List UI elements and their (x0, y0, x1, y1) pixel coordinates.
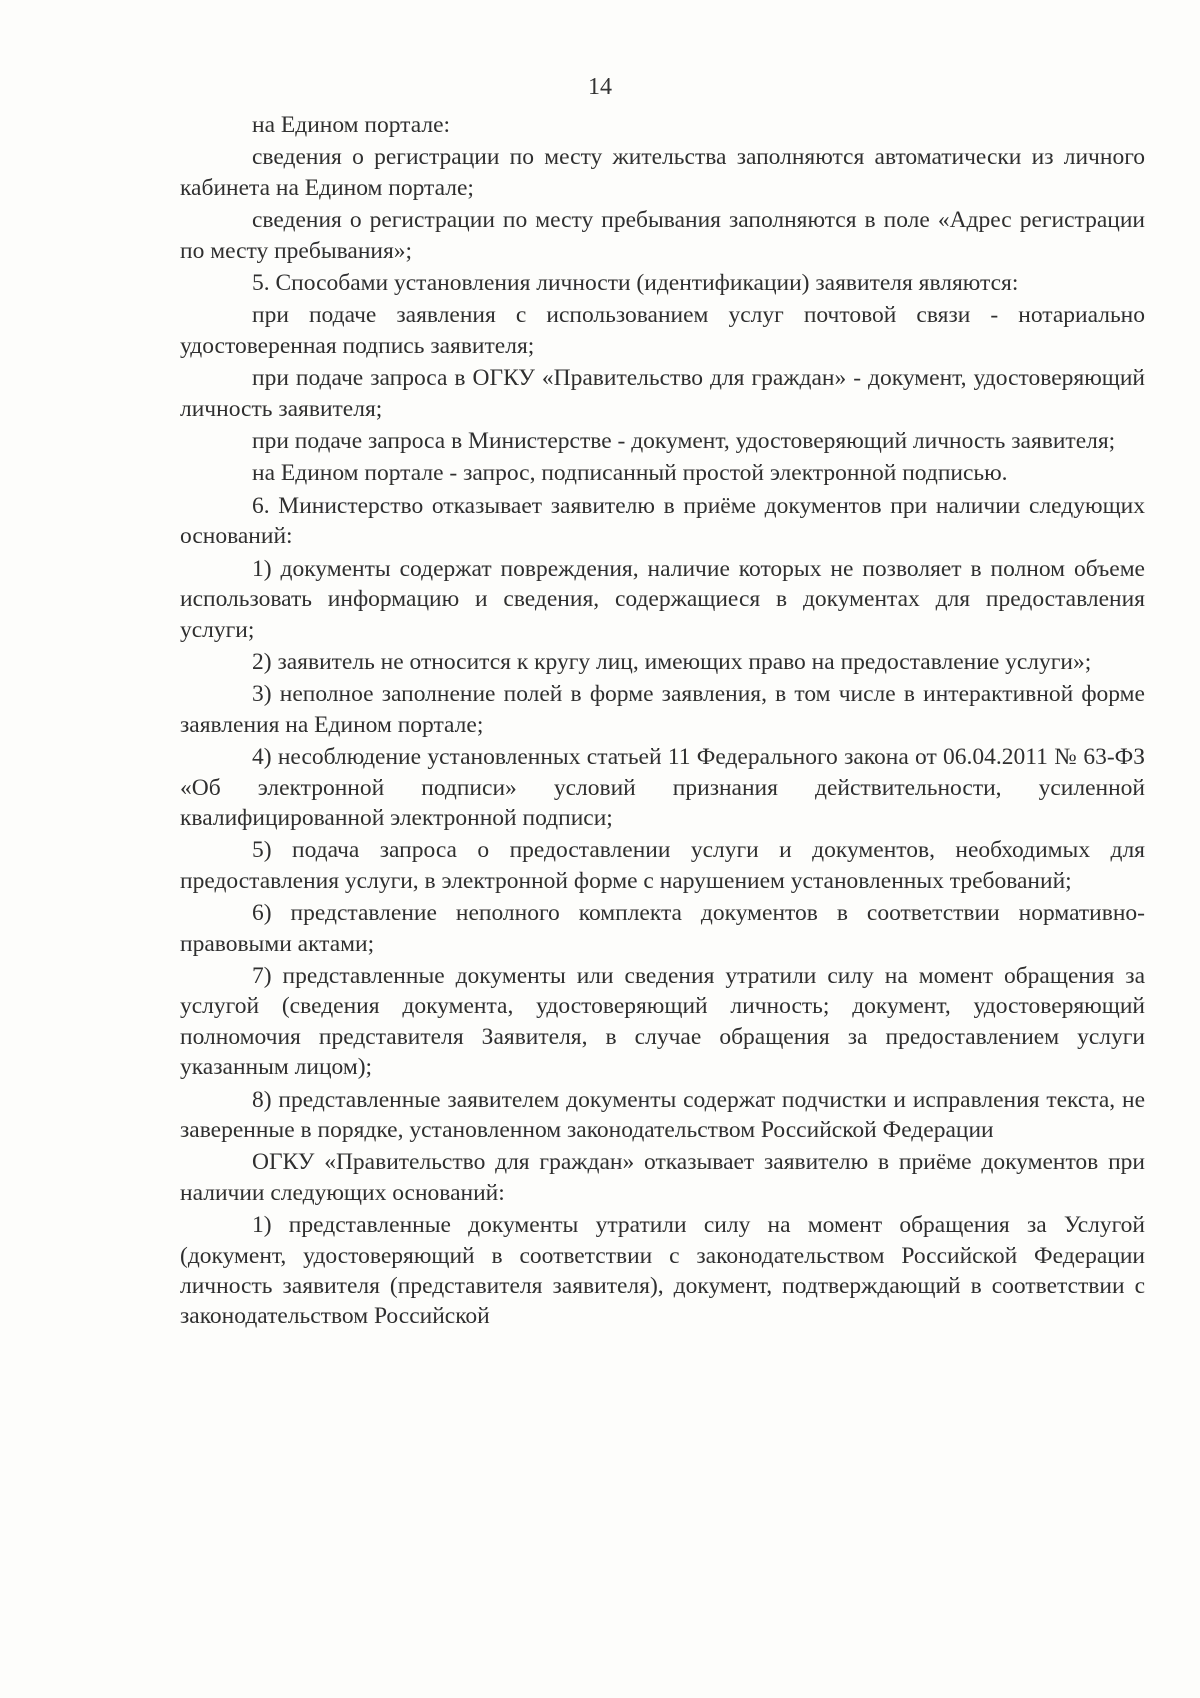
paragraph: на Едином портале - запрос, подписанный простой электронной подписью. (252, 460, 1008, 487)
paragraph: 8) представленные заявителем документы содержат подчистки и исправления текста, не заверенные в порядке, установленном законодательством Российской Федерации (180, 1086, 1145, 1143)
paragraph: ОГКУ «Правительство для граждан» отказывает заявителю в приёме документов при наличии следующих оснований: (180, 1149, 1145, 1206)
paragraph: сведения о регистрации по месту жительства заполняются автоматически из личного кабинета на Едином портале; (180, 144, 1145, 201)
paragraph: 6. Министерство отказывает заявителю в приёме документов при наличии следующих оснований: (180, 492, 1145, 550)
paragraph: 1) документы содержат повреждения, наличие которых не позволяет в полном объеме использовать информацию и сведения, содержащиеся в документах для предоставления услуги; (180, 555, 1145, 643)
paragraph: 1) представленные документы утратили силу на момент обращения за Услугой (документ, удостоверяющий в соответствии с законодательством Российской Федерации личность заявителя (представителя заявителя), документ, подтверждающий в соответствии с законодательством Российской (180, 1212, 1145, 1330)
paragraph: 2) заявитель не относится к кругу лиц, имеющих право на предоставление услуги»; (252, 648, 1092, 675)
paragraph: при подаче запроса в Министерстве - документ, удостоверяющий личность заявителя; (252, 428, 1116, 455)
paragraph: сведения о регистрации по месту пребывания заполняются в поле «Адрес регистрации по месту пребывания»; (180, 207, 1145, 264)
paragraph: 5) подача запроса о предоставлении услуги и документов, необходимых для предоставления услуги, в электронной форме с нарушением установленных требований; (180, 837, 1145, 894)
paragraph: 6) представление неполного комплекта документов в соответствии нормативно-правовыми актами; (180, 900, 1145, 957)
paragraph: 7) представленные документы или сведения утратили силу на момент обращения за услугой (сведения документа, удостоверяющий личность; документ, удостоверяющий полномочия представителя Заявителя, в случае обращения за предоставлением услуги указанным лицом); (180, 962, 1145, 1081)
paragraph: 4) несоблюдение установленных статьей 11 Федерального закона от 06.04.2011 № 63-ФЗ «Об электронной подписи» условий признания действительности, усиленной квалифицированной электронной подписи; (180, 744, 1145, 831)
paragraph: на Едином портале: (252, 112, 451, 138)
page-number: 14 (588, 74, 612, 100)
paragraph: при подаче запроса в ОГКУ «Правительство для граждан» - документ, удостоверяющий личность заявителя; (180, 365, 1145, 422)
paragraph: 3) неполное заполнение полей в форме заявления, в том числе в интерактивной форме заявления на Едином портале; (180, 681, 1145, 738)
paragraph: при подаче заявления с использованием услуг почтовой связи - нотариально удостоверенная подпись заявителя; (180, 302, 1145, 359)
paragraph: 5. Способами установления личности (идентификации) заявителя являются: (252, 270, 1019, 297)
document-body (180, 110, 1145, 1334)
